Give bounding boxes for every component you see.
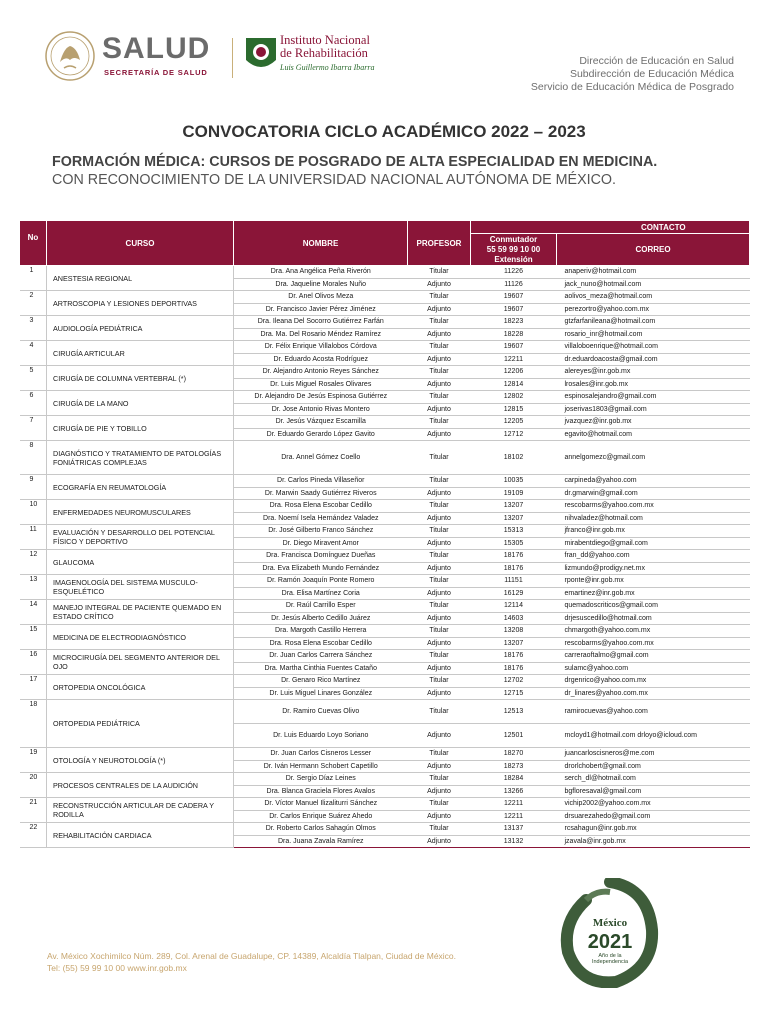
table-row <box>20 823 750 836</box>
table-row <box>20 600 750 613</box>
professor-name: Dr. Félix Enrique Villalobos Córdova <box>234 341 408 354</box>
document-subtitle-2: CON RECONOCIMIENTO DE LA UNIVERSIDAD NACIONAL AUTÓNOMA DE MÉXICO. <box>52 172 617 188</box>
professor-role: Titular <box>408 391 471 404</box>
course-name: AUDIOLOGÍA PEDIÁTRICA <box>47 316 234 341</box>
header-conmutador-line: 55 59 99 10 00 <box>486 244 541 254</box>
email-address: joserivas1803@gmail.com <box>557 403 750 416</box>
professor-role: Titular <box>408 366 471 379</box>
course-number: 15 <box>20 625 47 650</box>
course-number: 6 <box>20 391 47 416</box>
professor-role: Titular <box>408 625 471 638</box>
professor-name: Dr. Marwin Saady Gutiérrez Riveros <box>234 487 408 500</box>
course-number: 14 <box>20 600 47 625</box>
phone-extension: 18102 <box>471 441 557 475</box>
course-name: ORTOPEDIA PEDIÁTRICA <box>47 700 234 748</box>
phone-extension: 19607 <box>471 291 557 304</box>
course-number: 4 <box>20 341 47 366</box>
header-profesor: PROFESOR <box>408 221 471 266</box>
professor-role: Adjunto <box>408 662 471 675</box>
phone-extension: 10035 <box>471 475 557 488</box>
phone-extension: 13137 <box>471 823 557 836</box>
email-address: rescobarms@yahoo.com.mx <box>557 637 750 650</box>
professor-role: Adjunto <box>408 687 471 700</box>
professor-role: Titular <box>408 650 471 663</box>
course-name: MANEJO INTEGRAL DE PACIENTE QUEMADO EN ESTADO CRÍTICO <box>47 600 234 625</box>
phone-extension: 16129 <box>471 587 557 600</box>
course-name: CIRUGÍA DE LA MANO <box>47 391 234 416</box>
professor-role: Adjunto <box>408 403 471 416</box>
table-row <box>20 475 750 488</box>
professor-role: Titular <box>408 525 471 538</box>
phone-extension: 18176 <box>471 550 557 563</box>
professor-name: Dr. Jesús Alberto Cedillo Juárez <box>234 612 408 625</box>
email-address: lizmundo@prodigy.net.mx <box>557 562 750 575</box>
professor-name: Dra. Elisa Martínez Coria <box>234 587 408 600</box>
course-number: 11 <box>20 525 47 550</box>
inr-name-line-1: Instituto Nacional <box>280 33 370 47</box>
email-address: quemadoscriticos@gmail.com <box>557 600 750 613</box>
phone-extension: 13207 <box>471 500 557 513</box>
professor-role: Adjunto <box>408 760 471 773</box>
phone-extension: 12715 <box>471 687 557 700</box>
phone-extension: 18284 <box>471 773 557 786</box>
professor-name: Dr. Víctor Manuel Ilizaliturri Sánchez <box>234 798 408 811</box>
email-address: rosario_inr@hotmail.com <box>557 328 750 341</box>
phone-extension: 12702 <box>471 675 557 688</box>
course-number: 13 <box>20 575 47 600</box>
footer-contact: Tel: (55) 59 99 10 00 www.inr.gob.mx <box>47 963 187 973</box>
email-address: annelgomezc@gmail.com <box>557 441 750 475</box>
courses-table-body <box>20 266 750 848</box>
phone-extension: 13207 <box>471 637 557 650</box>
professor-role: Titular <box>408 291 471 304</box>
phone-extension: 19607 <box>471 303 557 316</box>
inr-person-name: Luis Guillermo Ibarra Ibarra <box>280 63 375 72</box>
email-address: carreraoftalmo@gmail.com <box>557 650 750 663</box>
phone-extension: 12815 <box>471 403 557 416</box>
phone-extension: 19607 <box>471 341 557 354</box>
professor-name: Dr. Sergio Díaz Leines <box>234 773 408 786</box>
professor-role: Adjunto <box>408 353 471 366</box>
phone-extension: 11151 <box>471 575 557 588</box>
inr-name-line-2: de Rehabilitación <box>280 46 368 60</box>
professor-name: Dr. Alejandro Antonio Reyes Sánchez <box>234 366 408 379</box>
professor-name: Dra. Ileana Del Socorro Gutiérrez Farfán <box>234 316 408 329</box>
course-name: ENFERMEDADES NEUROMUSCULARES <box>47 500 234 525</box>
table-row <box>20 773 750 786</box>
professor-role: Titular <box>408 441 471 475</box>
email-address: rponte@inr.gob.mx <box>557 575 750 588</box>
course-name: CIRUGÍA DE PIE Y TOBILLO <box>47 416 234 441</box>
email-address: juancarloscisneros@me.com <box>557 748 750 761</box>
phone-extension: 12814 <box>471 378 557 391</box>
professor-role: Adjunto <box>408 835 471 848</box>
professor-name: Dr. Alejandro De Jesús Espinosa Gutiérrez <box>234 391 408 404</box>
phone-extension: 18176 <box>471 562 557 575</box>
email-address: rescobarms@yahoo.com.mx <box>557 500 750 513</box>
professor-role: Adjunto <box>408 637 471 650</box>
professor-name: Dra. Rosa Elena Escobar Cedillo <box>234 637 408 650</box>
direction-block <box>531 55 734 94</box>
professor-role: Adjunto <box>408 537 471 550</box>
professor-name: Dr. Raúl Carrillo Esper <box>234 600 408 613</box>
course-number: 3 <box>20 316 47 341</box>
professor-name: Dr. Iván Hermann Schobert Capetillo <box>234 760 408 773</box>
email-address: fran_dd@yahoo.com <box>557 550 750 563</box>
phone-extension: 12206 <box>471 366 557 379</box>
course-number: 9 <box>20 475 47 500</box>
phone-extension: 12712 <box>471 428 557 441</box>
course-number: 22 <box>20 823 47 848</box>
professor-name: Dr. Eduardo Gerardo López Gavito <box>234 428 408 441</box>
course-number: 5 <box>20 366 47 391</box>
phone-extension: 12802 <box>471 391 557 404</box>
professor-name: Dra. Martha Cinthia Fuentes Cataño <box>234 662 408 675</box>
professor-role: Titular <box>408 823 471 836</box>
phone-extension: 12114 <box>471 600 557 613</box>
professor-role: Titular <box>408 675 471 688</box>
phone-extension: 15313 <box>471 525 557 538</box>
phone-extension: 18176 <box>471 650 557 663</box>
email-address: ramirocuevas@yahoo.com <box>557 700 750 724</box>
course-name: ORTOPEDIA ONCOLÓGICA <box>47 675 234 700</box>
phone-extension: 14603 <box>471 612 557 625</box>
header-nombre: NOMBRE <box>234 221 408 266</box>
professor-role: Titular <box>408 550 471 563</box>
professor-role: Titular <box>408 316 471 329</box>
phone-extension: 12211 <box>471 353 557 366</box>
table-row <box>20 798 750 811</box>
email-address: egavito@hotmail.com <box>557 428 750 441</box>
email-address: perezortro@yahoo.com.mx <box>557 303 750 316</box>
table-row <box>20 291 750 304</box>
email-address: mirabentdiego@gmail.com <box>557 537 750 550</box>
phone-extension: 13266 <box>471 785 557 798</box>
mexico-tagline-2: Independencia <box>591 959 629 965</box>
professor-role: Titular <box>408 416 471 429</box>
mexico-2021-logo <box>560 878 660 988</box>
table-row <box>20 748 750 761</box>
professor-name: Dr. Francisco Javier Pérez Jiménez <box>234 303 408 316</box>
table-row <box>20 316 750 329</box>
professor-name: Dr. Luis Eduardo Loyo Soriano <box>234 724 408 748</box>
header-contacto: CONTACTO <box>471 221 750 234</box>
professor-role: Adjunto <box>408 328 471 341</box>
course-name: GLAUCOMA <box>47 550 234 575</box>
course-number: 1 <box>20 266 47 291</box>
direction-line: Servicio de Educación Médica de Posgrado <box>530 81 734 93</box>
inr-name <box>280 34 370 60</box>
phone-extension: 18176 <box>471 662 557 675</box>
course-number: 19 <box>20 748 47 773</box>
professor-role: Titular <box>408 575 471 588</box>
email-address: anaperiv@hotmail.com <box>557 266 750 279</box>
salud-wordmark: SALUD <box>102 32 211 65</box>
professor-name: Dr. Juan Carlos Cisneros Lesser <box>234 748 408 761</box>
professor-name: Dr. Luis Miguel Rosales Olivares <box>234 378 408 391</box>
email-address: drorlchobert@gmail.com <box>557 760 750 773</box>
course-name: CIRUGÍA DE COLUMNA VERTEBRAL (*) <box>47 366 234 391</box>
professor-role: Adjunto <box>408 278 471 291</box>
professor-role: Adjunto <box>408 785 471 798</box>
professor-role: Titular <box>408 341 471 354</box>
course-name: EVALUACIÓN Y DESARROLLO DEL POTENCIAL FÍSICO Y DEPORTIVO <box>47 525 234 550</box>
professor-name: Dr. Carlos Enrique Suárez Ahedo <box>234 810 408 823</box>
table-row <box>20 366 750 379</box>
course-name: PROCESOS CENTRALES DE LA AUDICIÓN <box>47 773 234 798</box>
phone-extension: 18223 <box>471 316 557 329</box>
course-name: OTOLOGÍA Y NEUROTOLOGÍA (*) <box>47 748 234 773</box>
header-conmutador <box>471 234 557 266</box>
phone-extension: 18228 <box>471 328 557 341</box>
professor-role: Adjunto <box>408 562 471 575</box>
email-address: serch_dl@hotmail.com <box>557 773 750 786</box>
course-name: ECOGRAFÍA EN REUMATOLOGÍA <box>47 475 234 500</box>
table-row <box>20 416 750 429</box>
phone-extension: 11226 <box>471 266 557 279</box>
professor-name: Dr. Eduardo Acosta Rodríguez <box>234 353 408 366</box>
document-title: CONVOCATORIA CICLO ACADÉMICO 2022 – 2023 <box>182 122 586 141</box>
professor-name: Dr. Carlos Pineda Villaseñor <box>234 475 408 488</box>
table-row <box>20 675 750 688</box>
professor-role: Titular <box>408 773 471 786</box>
email-address: jack_nuno@hotmail.com <box>557 278 750 291</box>
email-address: espinosalejandro@gmail.com <box>557 391 750 404</box>
salud-subtitle: SECRETARÍA DE SALUD <box>104 68 208 77</box>
professor-role: Adjunto <box>408 612 471 625</box>
professor-name: Dr. Juan Carlos Carrera Sánchez <box>234 650 408 663</box>
table-row <box>20 441 750 475</box>
course-number: 12 <box>20 550 47 575</box>
course-name: IMAGENOLOGÍA DEL SISTEMA MUSCULO-ESQUELÉTICO <box>47 575 234 600</box>
table-row <box>20 650 750 663</box>
professor-role: Titular <box>408 475 471 488</box>
email-address: bgfloresaval@gmail.com <box>557 785 750 798</box>
phone-extension: 13208 <box>471 625 557 638</box>
professor-name: Dra. Juana Zavala Ramírez <box>234 835 408 848</box>
course-name: MEDICINA DE ELECTRODIAGNÓSTICO <box>47 625 234 650</box>
direction-line: Subdirección de Educación Médica <box>569 68 734 80</box>
course-number: 10 <box>20 500 47 525</box>
professor-name: Dr. Ramón Joaquín Ponte Romero <box>234 575 408 588</box>
header-correo: CORREO <box>557 234 750 266</box>
phone-extension: 12501 <box>471 724 557 748</box>
professor-name: Dra. Noemí Isela Hernández Valadez <box>234 512 408 525</box>
email-address: lrosales@inr.gob.mx <box>557 378 750 391</box>
table-row <box>20 575 750 588</box>
table-row <box>20 391 750 404</box>
professor-name: Dr. Jesús Vázquez Escamilla <box>234 416 408 429</box>
footer-address: Av. México Xochimilco Núm. 289, Col. Arenal de Guadalupe, CP. 14389, Alcaldía Tlalpan, Ciudad de México. <box>47 951 457 961</box>
phone-extension: 13207 <box>471 512 557 525</box>
course-number: 7 <box>20 416 47 441</box>
phone-extension: 15305 <box>471 537 557 550</box>
course-number: 17 <box>20 675 47 700</box>
table-row <box>20 525 750 538</box>
course-number: 16 <box>20 650 47 675</box>
phone-extension: 19109 <box>471 487 557 500</box>
professor-name: Dr. Genaro Rico Martínez <box>234 675 408 688</box>
phone-extension: 12205 <box>471 416 557 429</box>
email-address: villaloboenrique@hotmail.com <box>557 341 750 354</box>
email-address: emartinez@inr.gob.mx <box>557 587 750 600</box>
professor-role: Titular <box>408 600 471 613</box>
table-row <box>20 266 750 279</box>
phone-extension: 13132 <box>471 835 557 848</box>
email-address: dr.eduardoacosta@gmail.com <box>557 353 750 366</box>
header-conmutador-line: Extensión <box>494 254 533 264</box>
professor-name: Dr. Diego Miravent Amor <box>234 537 408 550</box>
course-number: 20 <box>20 773 47 798</box>
inr-logo <box>244 34 384 78</box>
professor-name: Dra. Annel Gómez Coello <box>234 441 408 475</box>
professor-role: Titular <box>408 500 471 513</box>
professor-role: Adjunto <box>408 810 471 823</box>
email-address: rcsahagun@inr.gob.mx <box>557 823 750 836</box>
professor-role: Adjunto <box>408 487 471 500</box>
email-address: sulamc@yahoo.com <box>557 662 750 675</box>
professor-role: Titular <box>408 748 471 761</box>
professor-name: Dra. Rosa Elena Escobar Cedillo <box>234 500 408 513</box>
professor-role: Adjunto <box>408 587 471 600</box>
header-curso: CURSO <box>47 221 234 266</box>
salud-logo <box>44 30 219 82</box>
course-name: REHABILITACIÓN CARDIACA <box>47 823 234 848</box>
email-address: drgenrico@yahoo.com.mx <box>557 675 750 688</box>
email-address: dr.gmarwin@gmail.com <box>557 487 750 500</box>
email-address: nihvaladez@hotmail.com <box>557 512 750 525</box>
email-address: alereyes@inr.gob.mx <box>557 366 750 379</box>
header-conmutador-line: Conmutador <box>489 234 538 244</box>
email-address: mcloyd1@hotmail.com drloyo@icloud.com <box>557 724 750 748</box>
mexico-tagline-1: Año de la <box>598 953 622 959</box>
course-name: CIRUGÍA ARTICULAR <box>47 341 234 366</box>
direction-line: Dirección de Educación en Salud <box>579 55 734 67</box>
document-header <box>0 0 768 100</box>
professor-name: Dr. Anel Olivos Meza <box>234 291 408 304</box>
professor-role: Titular <box>408 266 471 279</box>
phone-extension: 12211 <box>471 810 557 823</box>
email-address: jfranco@inr.gob.mx <box>557 525 750 538</box>
course-name: RECONSTRUCCIÓN ARTICULAR DE CADERA Y RODILLA <box>47 798 234 823</box>
mexico-year: 2021 <box>587 931 633 953</box>
course-number: 18 <box>20 700 47 748</box>
professor-name: Dra. Francisca Domínguez Dueñas <box>234 550 408 563</box>
header-no: No <box>20 221 47 266</box>
email-address: chmargoth@yahoo.com.mx <box>557 625 750 638</box>
professor-name: Dra. Ana Angélica Peña Riverón <box>234 266 408 279</box>
professor-name: Dr. Luis Miguel Linares González <box>234 687 408 700</box>
email-address: gtzfarfanileana@hotmail.com <box>557 316 750 329</box>
email-address: aolivos_meza@hotmail.com <box>557 291 750 304</box>
professor-name: Dra. Eva Elizabeth Mundo Fernández <box>234 562 408 575</box>
table-row <box>20 550 750 563</box>
professor-name: Dr. José Gilberto Franco Sánchez <box>234 525 408 538</box>
courses-table <box>19 220 750 848</box>
table-row <box>20 625 750 638</box>
course-name: ANESTESIA REGIONAL <box>47 266 234 291</box>
professor-role: Adjunto <box>408 724 471 748</box>
professor-name: Dra. Ma. Del Rosario Méndez Ramírez <box>234 328 408 341</box>
course-name: DIAGNÓSTICO Y TRATAMIENTO DE PATOLOGÍAS FONIÁTRICAS COMPLEJAS <box>47 441 234 475</box>
email-address: drjesuscedillo@hotmail.com <box>557 612 750 625</box>
professor-role: Adjunto <box>408 512 471 525</box>
email-address: carpineda@yahoo.com <box>557 475 750 488</box>
table-row <box>20 700 750 724</box>
footer <box>47 950 456 974</box>
phone-extension: 12513 <box>471 700 557 724</box>
professor-role: Adjunto <box>408 378 471 391</box>
course-name: MICROCIRUGÍA DEL SEGMENTO ANTERIOR DEL OJO <box>47 650 234 675</box>
table-row <box>20 341 750 354</box>
professor-name: Dra. Jaqueline Morales Nuño <box>234 278 408 291</box>
email-address: dr_linares@yahoo.com.mx <box>557 687 750 700</box>
professor-name: Dra. Margoth Castillo Herrera <box>234 625 408 638</box>
phone-extension: 12211 <box>471 798 557 811</box>
professor-name: Dr. Ramiro Cuevas Olivo <box>234 700 408 724</box>
phone-extension: 18273 <box>471 760 557 773</box>
email-address: jvazquez@inr.gob.mx <box>557 416 750 429</box>
professor-role: Titular <box>408 700 471 724</box>
course-number: 2 <box>20 291 47 316</box>
inr-emblem-icon <box>244 34 278 74</box>
email-address: vichip2002@yahoo.com.mx <box>557 798 750 811</box>
document-subtitle-1: FORMACIÓN MÉDICA: CURSOS DE POSGRADO DE ALTA ESPECIALIDAD EN MEDICINA. <box>52 154 658 170</box>
course-name: ARTROSCOPIA Y LESIONES DEPORTIVAS <box>47 291 234 316</box>
phone-extension: 18270 <box>471 748 557 761</box>
professor-role: Adjunto <box>408 428 471 441</box>
email-address: jzavala@inr.gob.mx <box>557 835 750 848</box>
course-number: 8 <box>20 441 47 475</box>
professor-role: Titular <box>408 798 471 811</box>
phone-extension: 11126 <box>471 278 557 291</box>
mexico-eagle-emblem-icon <box>44 30 96 82</box>
email-address: drsuarezahedo@gmail.com <box>557 810 750 823</box>
course-number: 21 <box>20 798 47 823</box>
logo-divider <box>232 38 233 78</box>
table-row <box>20 500 750 513</box>
professor-name: Dra. Blanca Graciela Flores Avalos <box>234 785 408 798</box>
professor-name: Dr. Jose Antonio Rivas Montero <box>234 403 408 416</box>
professor-role: Adjunto <box>408 303 471 316</box>
mexico-word: México <box>592 917 628 929</box>
professor-name: Dr. Roberto Carlos Sahagún Olmos <box>234 823 408 836</box>
